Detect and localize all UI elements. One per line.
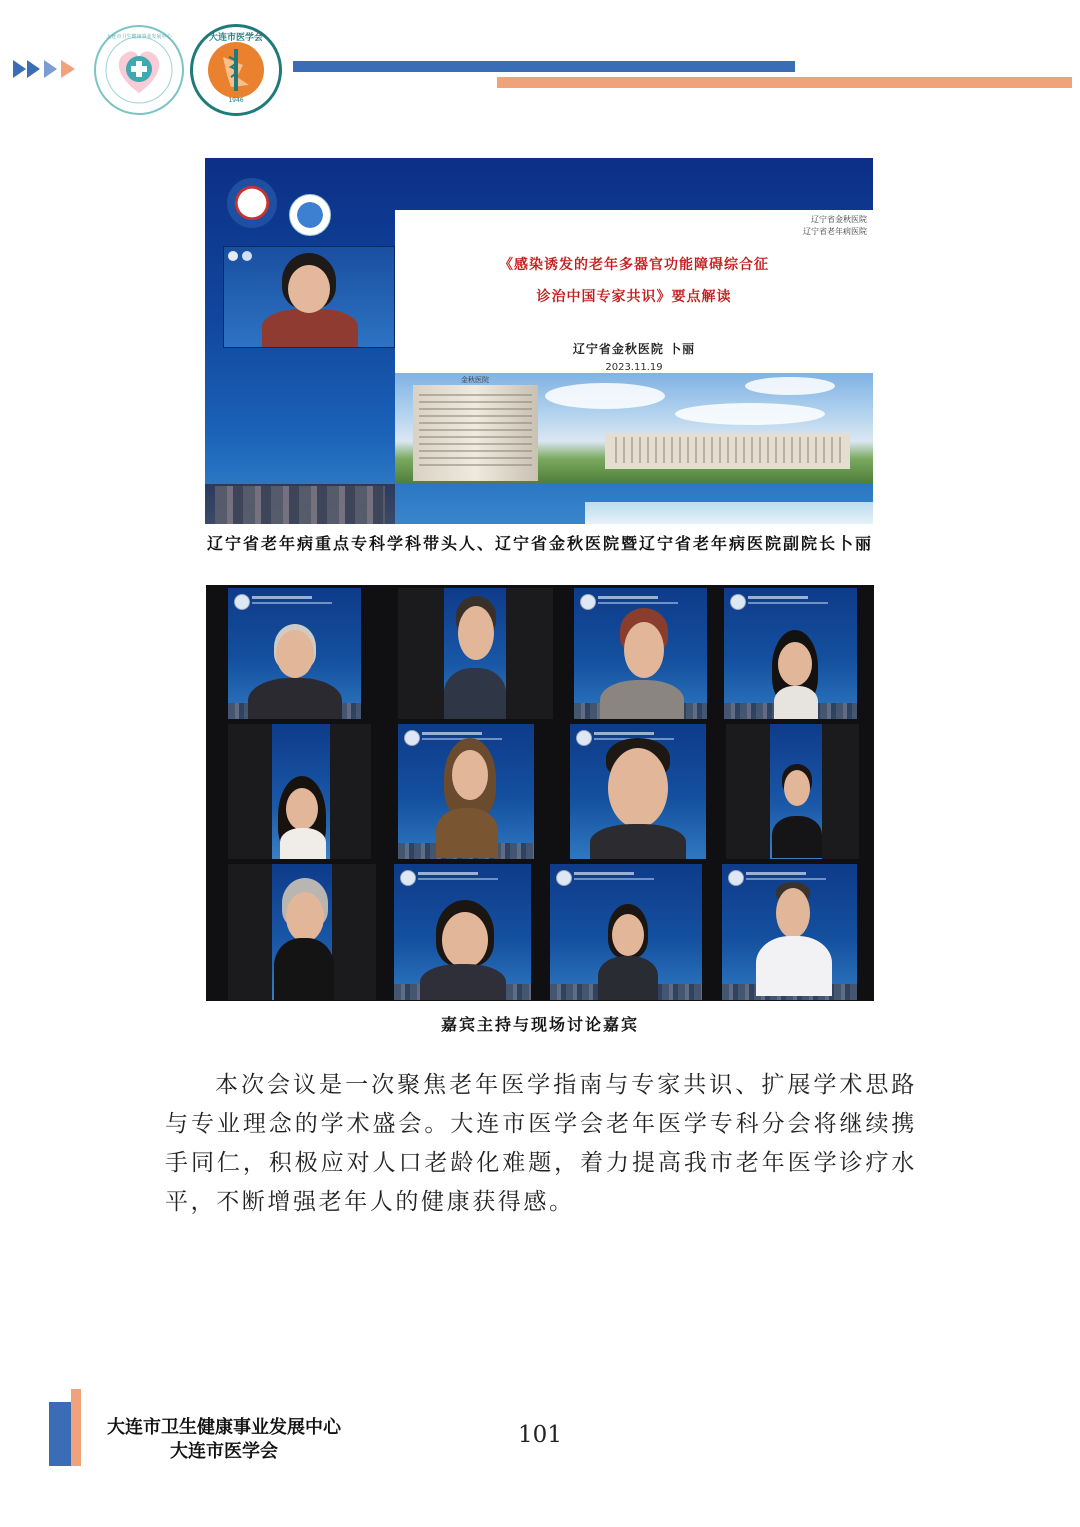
society-emblem-icon — [289, 194, 331, 236]
guest-tile — [228, 588, 361, 719]
slide-hospital-1: 辽宁省金秋医院 — [811, 215, 867, 224]
slide-author: 辽宁省金秋医院 卜丽 — [572, 342, 696, 356]
guest-tile — [724, 588, 857, 719]
slide-title-line1: 《感染诱发的老年多器官功能障碍综合征 — [499, 257, 769, 273]
footer-org-line1: 大连市卫生健康事业发展中心 — [107, 1417, 341, 1438]
guest-tile — [228, 864, 376, 1000]
chevron-icon — [27, 60, 40, 78]
chevron-icon — [13, 60, 26, 78]
slide-title-line2: 诊治中国专家共识》要点解读 — [536, 289, 732, 305]
header-bar-orange — [497, 77, 1072, 88]
slide-hospital-2: 辽宁省老年病医院 — [803, 227, 867, 236]
footer-bar-orange — [71, 1389, 81, 1466]
logo-right-year: 1946 — [228, 97, 244, 104]
city-skyline — [205, 474, 395, 524]
chevron-icon — [44, 60, 57, 78]
guest-tile — [398, 724, 534, 859]
bridge-scene — [585, 502, 873, 524]
footer-bar-blue — [49, 1402, 71, 1466]
chevron-icon — [61, 60, 75, 78]
health-center-logo — [94, 25, 184, 115]
association-emblem-icon — [227, 178, 277, 228]
caption-speaker: 辽宁省老年病重点专科学科带头人、辽宁省金秋医院暨辽宁省老年病医院副院长卜丽 — [206, 534, 873, 553]
guest-tile — [570, 724, 706, 859]
guest-tile — [722, 864, 857, 1000]
medical-association-logo — [190, 24, 282, 116]
guest-tile — [394, 864, 531, 1000]
footer-org-line2: 大连市医学会 — [170, 1441, 278, 1462]
building-sign: 金秋医院 — [461, 376, 489, 384]
guest-tile — [398, 588, 553, 719]
guests-grid-screenshot — [206, 585, 874, 1001]
presentation-slide — [395, 210, 873, 480]
hospital-building — [413, 385, 538, 481]
guest-tile — [228, 724, 371, 859]
logo-left-text: 大连市卫生健康事业发展中心 — [106, 34, 172, 40]
hospital-photo — [395, 373, 873, 483]
guest-tile — [574, 588, 707, 719]
guest-tile — [726, 724, 859, 859]
slide-date: 2023.11.19 — [605, 362, 663, 373]
header-bar-blue — [293, 61, 795, 72]
speaker-video — [223, 246, 395, 348]
logo-right-text: 大连市医学会 — [208, 33, 263, 43]
secondary-building — [605, 433, 850, 469]
guest-tile — [550, 864, 702, 1000]
caption-guests: 嘉宾主持与现场讨论嘉宾 — [440, 1015, 639, 1034]
page-number: 101 — [518, 1422, 562, 1448]
body-paragraph: 本次会议是一次聚焦老年医学指南与专家共识、扩展学术思路与专业理念的学术盛会。大连市医学会老年医学专科分会将继续携手同仁，积极应对人口老龄化难题，着力提高我市老年医学诊疗水平，不断增强老年人的健康获得感。 — [165, 1072, 917, 1215]
speaker-screenshot — [205, 158, 873, 524]
